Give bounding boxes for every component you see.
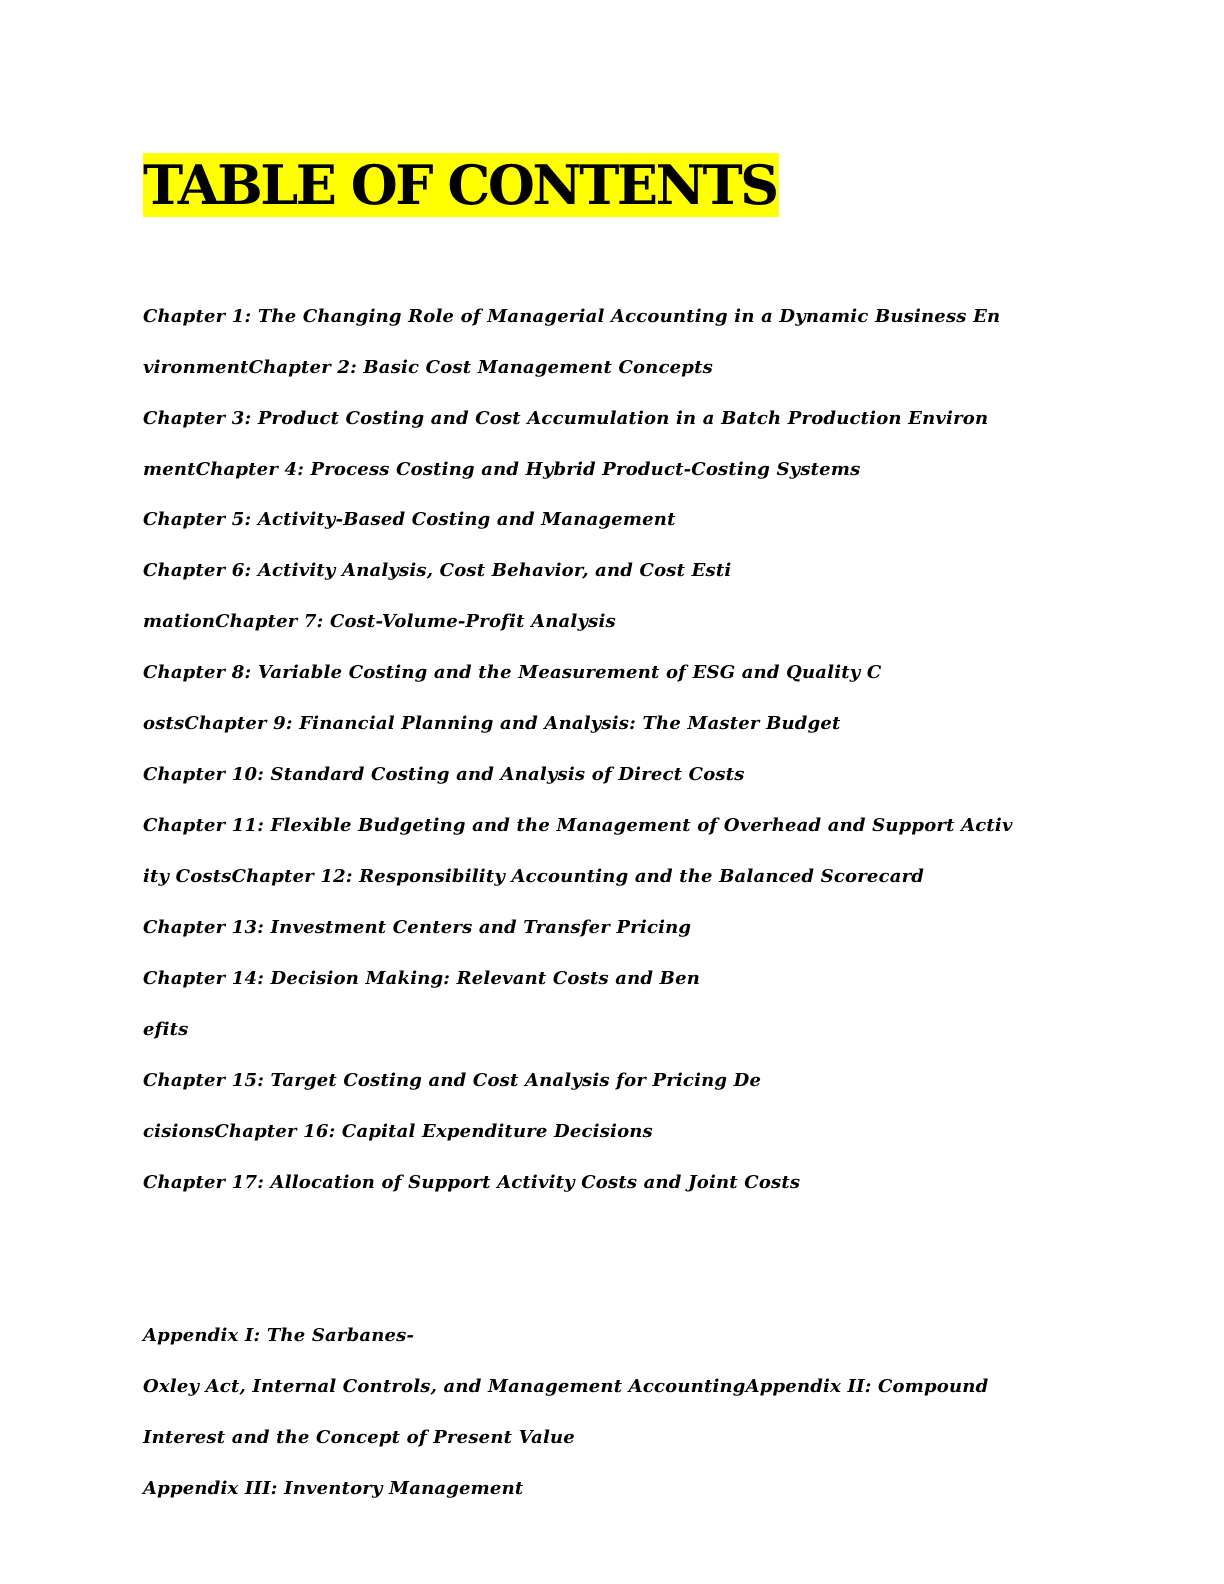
appendix-line: Appendix I: The Sarbanes- xyxy=(143,1325,415,1346)
appendix-line: Interest and the Concept of Present Value xyxy=(143,1427,575,1448)
toc-line: Chapter 14: Decision Making: Relevant Costs and Ben xyxy=(143,968,701,989)
toc-line: mentChapter 4: Process Costing and Hybrid Product-Costing Systems xyxy=(143,459,861,480)
toc-line: Chapter 11: Flexible Budgeting and the Management of Overhead and Support Activ xyxy=(143,815,1013,836)
toc-line: mationChapter 7: Cost-Volume-Profit Analysis xyxy=(143,611,616,632)
appendix-line: Oxley Act, Internal Controls, and Management AccountingAppendix II: Compound xyxy=(143,1376,989,1397)
toc-line: Chapter 3: Product Costing and Cost Accumulation in a Batch Production Environ xyxy=(143,408,989,429)
toc-line: cisionsChapter 16: Capital Expenditure Decisions xyxy=(143,1121,653,1142)
toc-line: Chapter 15: Target Costing and Cost Analysis for Pricing De xyxy=(143,1070,762,1091)
toc-line: Chapter 6: Activity Analysis, Cost Behavior, and Cost Esti xyxy=(143,560,732,581)
toc-line: Chapter 13: Investment Centers and Transfer Pricing xyxy=(143,917,692,938)
toc-line: Chapter 17: Allocation of Support Activity Costs and Joint Costs xyxy=(143,1172,801,1193)
toc-line: ity CostsChapter 12: Responsibility Accounting and the Balanced Scorecard xyxy=(143,866,925,887)
toc-line: ostsChapter 9: Financial Planning and Analysis: The Master Budget xyxy=(143,713,841,734)
toc-line: Chapter 5: Activity-Based Costing and Management xyxy=(143,509,676,530)
toc-line: Chapter 1: The Changing Role of Managerial Accounting in a Dynamic Business En xyxy=(143,306,1001,327)
toc-line: vironmentChapter 2: Basic Cost Management Concepts xyxy=(143,357,713,378)
toc-line: efits xyxy=(143,1019,189,1040)
page-title: TABLE OF CONTENTS xyxy=(143,153,777,217)
appendix-line: Appendix III: Inventory Management xyxy=(143,1478,524,1499)
toc-line: Chapter 10: Standard Costing and Analysis of Direct Costs xyxy=(143,764,745,785)
table-of-contents xyxy=(143,0,1143,1584)
toc-line: Chapter 8: Variable Costing and the Measurement of ESG and Quality C xyxy=(143,662,882,683)
